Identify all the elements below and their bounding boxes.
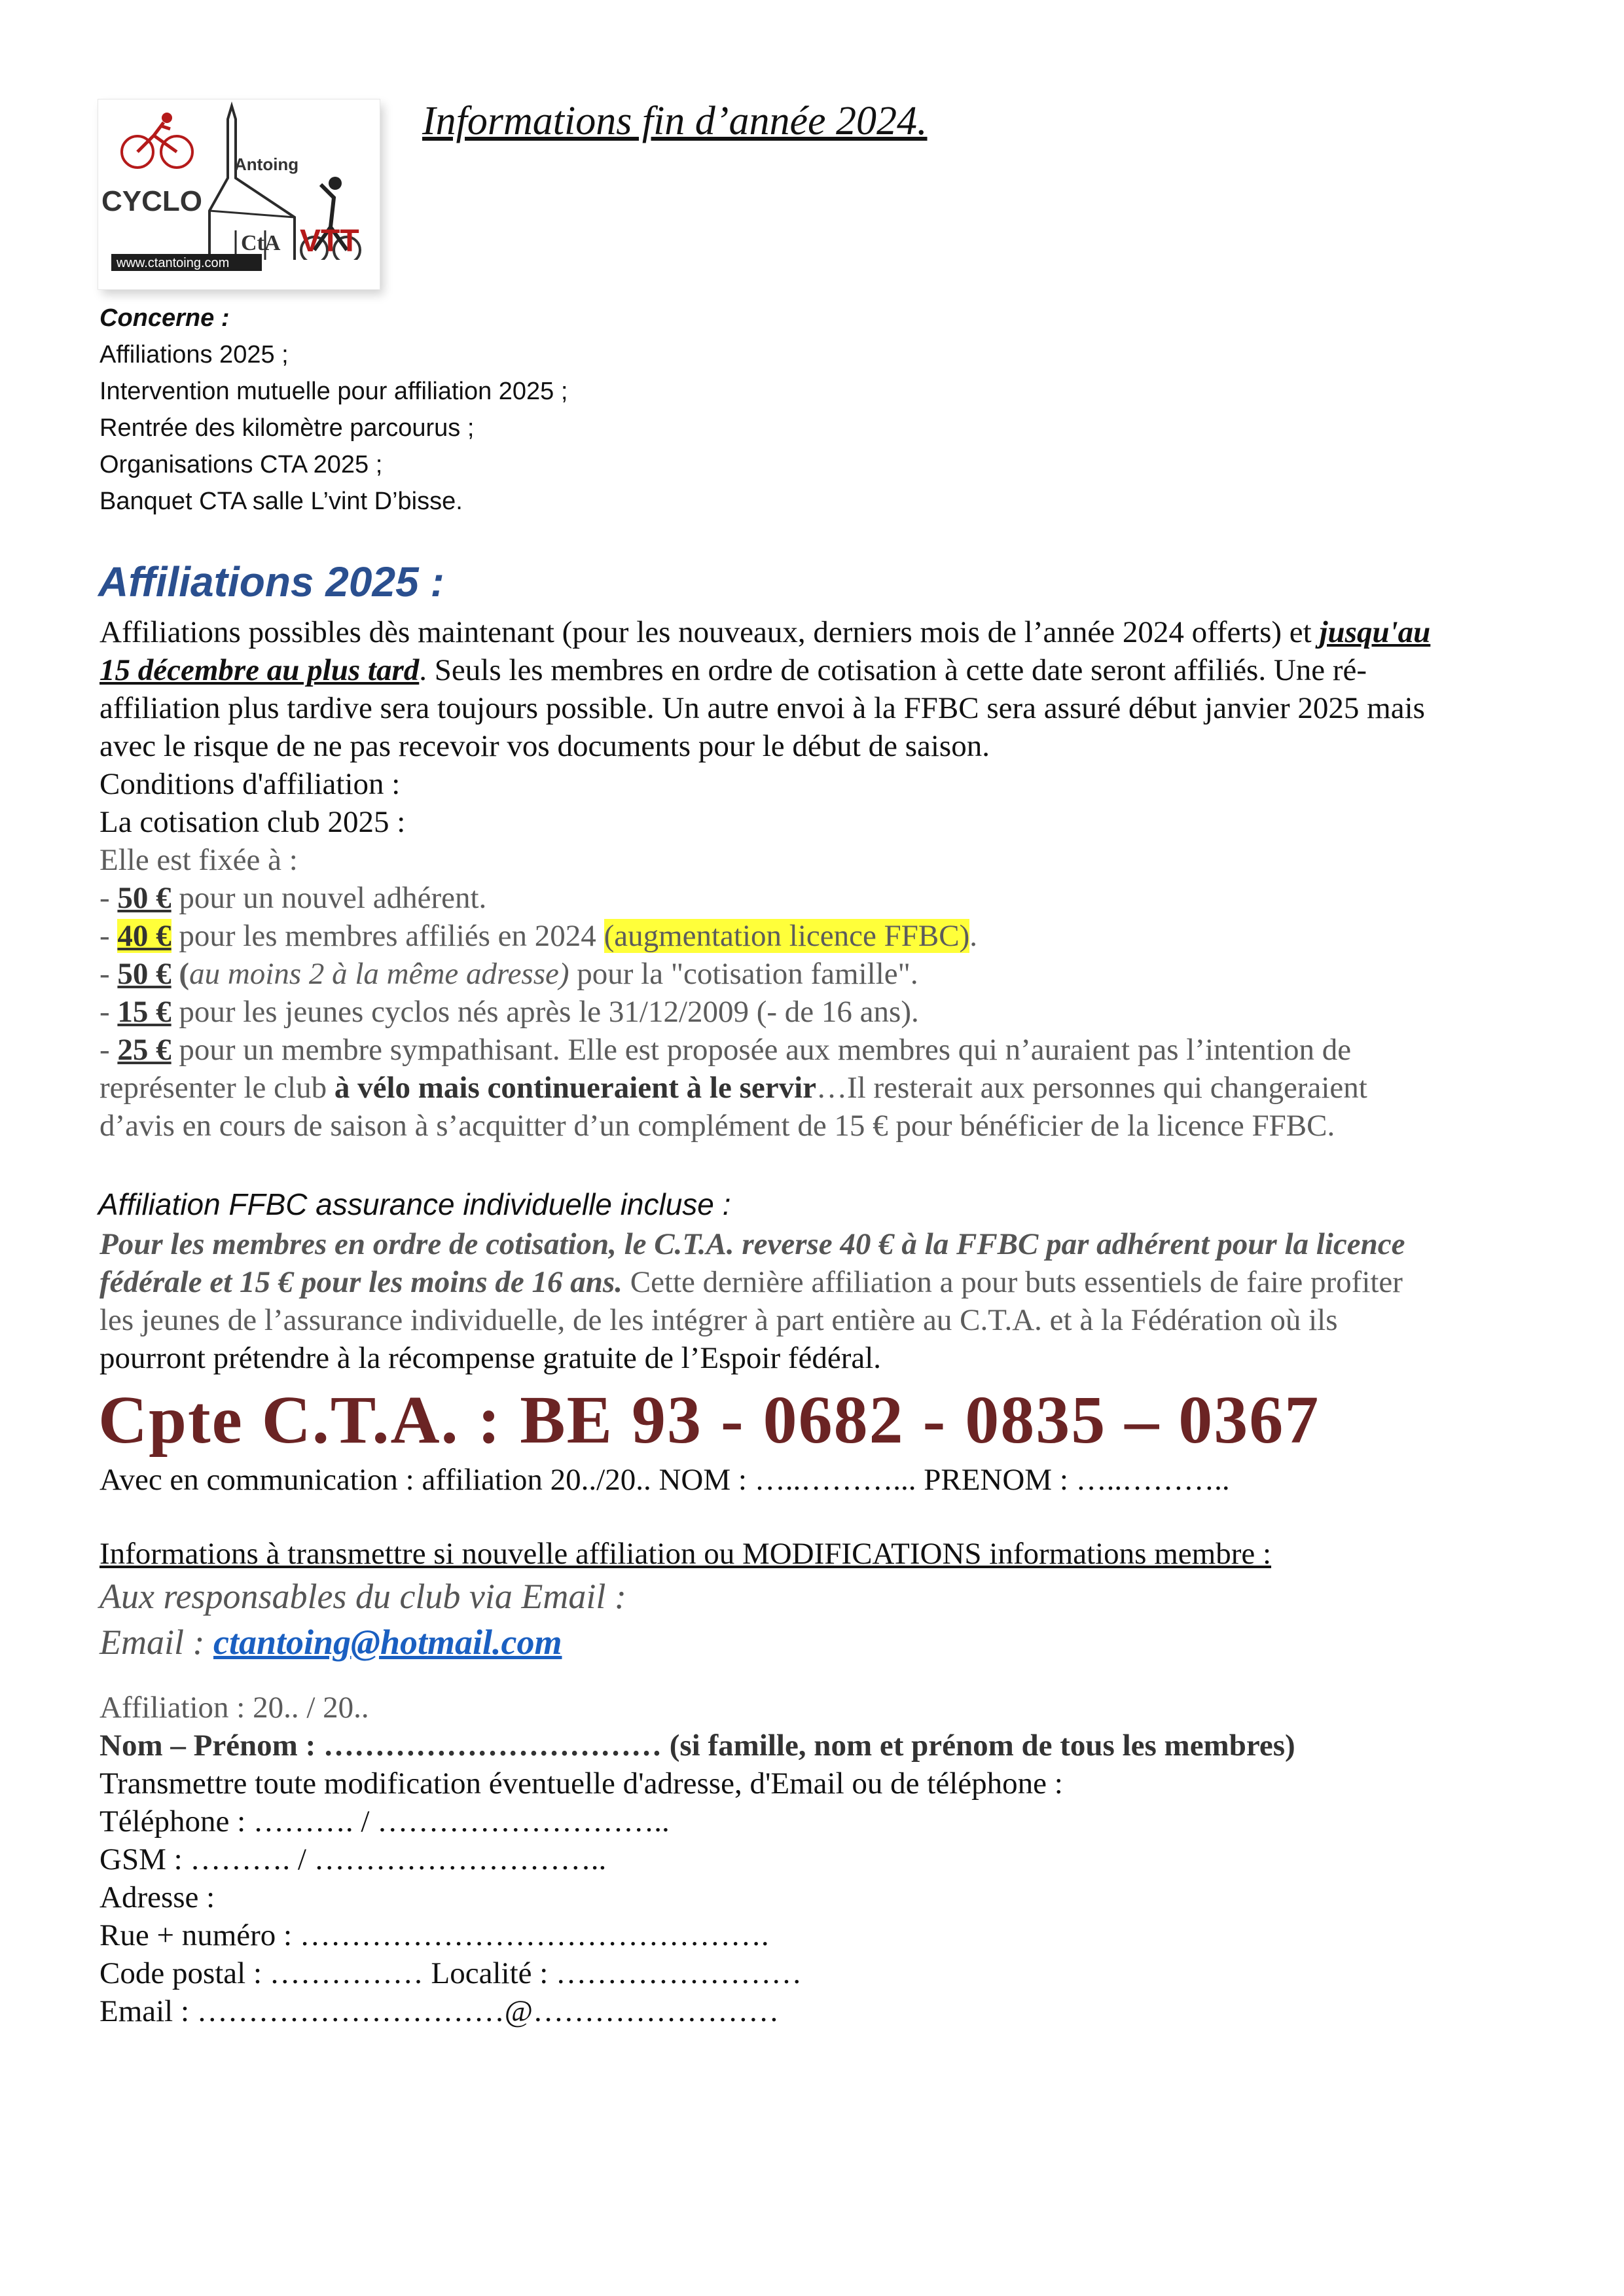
document-title: Informations fin d’année 2024. bbox=[422, 99, 928, 143]
conditions-label: Conditions d'affiliation : bbox=[99, 767, 401, 801]
fee-line bbox=[99, 1069, 1540, 1107]
cotisation-label: La cotisation club 2025 : bbox=[99, 805, 406, 839]
concerne-item: Intervention mutuelle pour affiliation 2025 ; bbox=[99, 378, 568, 405]
fee-text: pour les jeunes cyclos nés après le 31/12/2009 (- de 16 ans). bbox=[171, 995, 919, 1029]
form-code-postal: Code postal : …………… Localité : …………………… bbox=[99, 1956, 803, 1990]
fee-line bbox=[99, 879, 1540, 917]
fixee-label: Elle est fixée à : bbox=[99, 843, 298, 877]
form-adresse: Adresse : bbox=[99, 1880, 215, 1914]
form-affiliation: Affiliation : 20.. / 20.. bbox=[99, 1691, 369, 1725]
ffbc-bold: fédérale et 15 € pour les moins de 16 ans. bbox=[99, 1265, 623, 1299]
ffbc-line bbox=[99, 1263, 1540, 1301]
fee-prefix: - bbox=[99, 1033, 118, 1067]
affiliations-text: Affiliations possibles dès maintenant (pour les nouveaux, derniers mois de l’année 2024 offerts) et bbox=[99, 615, 1320, 649]
concerne-item: Affiliations 2025 ; bbox=[99, 341, 289, 368]
email-line bbox=[99, 1619, 626, 1665]
ffbc-line: pourront prétendre à la récompense gratuite de l’Espoir fédéral. bbox=[99, 1341, 882, 1375]
deadline-text: jusqu'au bbox=[1319, 615, 1431, 649]
fee-italic: au moins 2 à la même adresse) bbox=[189, 957, 569, 991]
fee-highlight: (augmentation licence FFBC) bbox=[604, 919, 970, 953]
affiliations-text: . Seuls les membres en ordre de cotisation à cette date seront affiliés. Une ré- bbox=[419, 653, 1367, 687]
fee-line bbox=[99, 1031, 1540, 1069]
concerne-label: Concerne : bbox=[99, 304, 230, 332]
ffbc-heading: Affiliation FFBC assurance individuelle incluse : bbox=[98, 1187, 731, 1221]
fee-line: d’avis en cours de saison à s’acquitter d’un complément de 15 € pour bénéficier de la licence FFBC. bbox=[99, 1109, 1335, 1143]
club-logo bbox=[98, 99, 380, 289]
fee-line bbox=[99, 917, 1540, 955]
fee-prefix: - bbox=[99, 919, 118, 953]
communication-line: Avec en communication : affiliation 20../20.. NOM : …..………... PRENOM : …..……….. bbox=[99, 1463, 1230, 1497]
form-gsm: GSM : ………. / ……………………….. bbox=[99, 1842, 607, 1876]
form-email: Email : …………………………@…………………… bbox=[99, 1994, 780, 2028]
fee-bold: à vélo mais continueraient à le servir bbox=[334, 1071, 817, 1105]
fee-prefix: - bbox=[99, 881, 118, 915]
fee-amount: 15 € bbox=[117, 995, 171, 1029]
fee-text: pour les membres affiliés en 2024 bbox=[171, 919, 604, 953]
fee-amount: 50 € bbox=[117, 957, 171, 991]
fee-amount: 50 € bbox=[117, 881, 171, 915]
concerne-item: Banquet CTA salle L’vint D’bisse. bbox=[99, 488, 463, 515]
ffbc-text: Cette dernière affiliation a pour buts essentiels de faire profiter bbox=[622, 1265, 1403, 1299]
fee-prefix: - bbox=[99, 995, 118, 1029]
affiliations-line: affiliation plus tardive sera toujours possible. Un autre envoi à la FFBC sera assuré début janvier 2025 mais bbox=[99, 691, 1425, 725]
form-nom-prenom: Nom – Prénom : …………………………… (si famille, nom et prénom de tous les membres) bbox=[99, 1729, 1295, 1763]
form-rue: Rue + numéro : ………………………………………. bbox=[99, 1918, 769, 1952]
form-transmettre: Transmettre toute modification éventuelle d'adresse, d'Email ou de téléphone : bbox=[99, 1767, 1063, 1801]
fee-text: pour un membre sympathisant. Elle est proposée aux membres qui n’auraient pas l’intention de bbox=[171, 1033, 1352, 1067]
bank-account: Cpte C.T.A. : BE 93 - 0682 - 0835 – 0367 bbox=[98, 1382, 1320, 1458]
logo-url-text: www.ctantoing.com bbox=[117, 256, 230, 270]
fee-line bbox=[99, 993, 1540, 1031]
fee-suffix: . bbox=[969, 919, 977, 953]
deadline-text: 15 décembre au plus tard bbox=[99, 653, 420, 687]
cta-logo-graphic bbox=[98, 99, 380, 289]
ffbc-line: Pour les membres en ordre de cotisation, le C.T.A. reverse 40 € à la FFBC par adhérent pour la licence bbox=[99, 1227, 1405, 1261]
concerne-item: Organisations CTA 2025 ; bbox=[99, 451, 383, 478]
concerne-item: Rentrée des kilomètre parcourus ; bbox=[99, 414, 475, 442]
affiliations-line bbox=[99, 651, 1540, 689]
logo-cta-text: CtA bbox=[241, 231, 281, 255]
affiliations-heading: Affiliations 2025 : bbox=[98, 558, 444, 605]
fee-amount: 25 € bbox=[117, 1033, 171, 1067]
logo-antoing-text: Antoing bbox=[234, 154, 299, 174]
contact-heading: Informations à transmettre si nouvelle affiliation ou MODIFICATIONS informations membre : bbox=[99, 1537, 1272, 1571]
affiliations-line bbox=[99, 613, 1540, 651]
fee-text: pour un nouvel adhérent. bbox=[171, 881, 487, 915]
fee-prefix: - bbox=[99, 957, 118, 991]
logo-cyclo-text: CYCLO bbox=[101, 185, 202, 217]
ffbc-body bbox=[99, 1225, 1540, 1377]
contact-block bbox=[99, 1573, 626, 1665]
affiliation-form bbox=[99, 1689, 1295, 2030]
fee-amount: 40 € bbox=[117, 919, 171, 953]
affiliations-body bbox=[99, 613, 1540, 1145]
concerne-block bbox=[99, 300, 568, 520]
fee-text: représenter le club bbox=[99, 1071, 334, 1105]
responsables-line: Aux responsables du club via Email : bbox=[99, 1577, 626, 1616]
fee-paren: ( bbox=[171, 957, 190, 991]
form-telephone: Téléphone : ………. / ……………………….. bbox=[99, 1804, 670, 1839]
logo-vtt-text: VTT bbox=[300, 224, 359, 259]
email-link[interactable]: ctantoing@hotmail.com bbox=[213, 1623, 562, 1662]
affiliations-line: avec le risque de ne pas recevoir vos documents pour le début de saison. bbox=[99, 729, 990, 763]
fee-line bbox=[99, 955, 1540, 993]
email-label: Email : bbox=[99, 1623, 213, 1662]
fee-text: pour la "cotisation famille". bbox=[569, 957, 918, 991]
fee-text: …Il resterait aux personnes qui changeraient bbox=[816, 1071, 1367, 1105]
ffbc-line: les jeunes de l’assurance individuelle, de les intégrer à part entière au C.T.A. et à la Fédération où ils bbox=[99, 1303, 1338, 1337]
